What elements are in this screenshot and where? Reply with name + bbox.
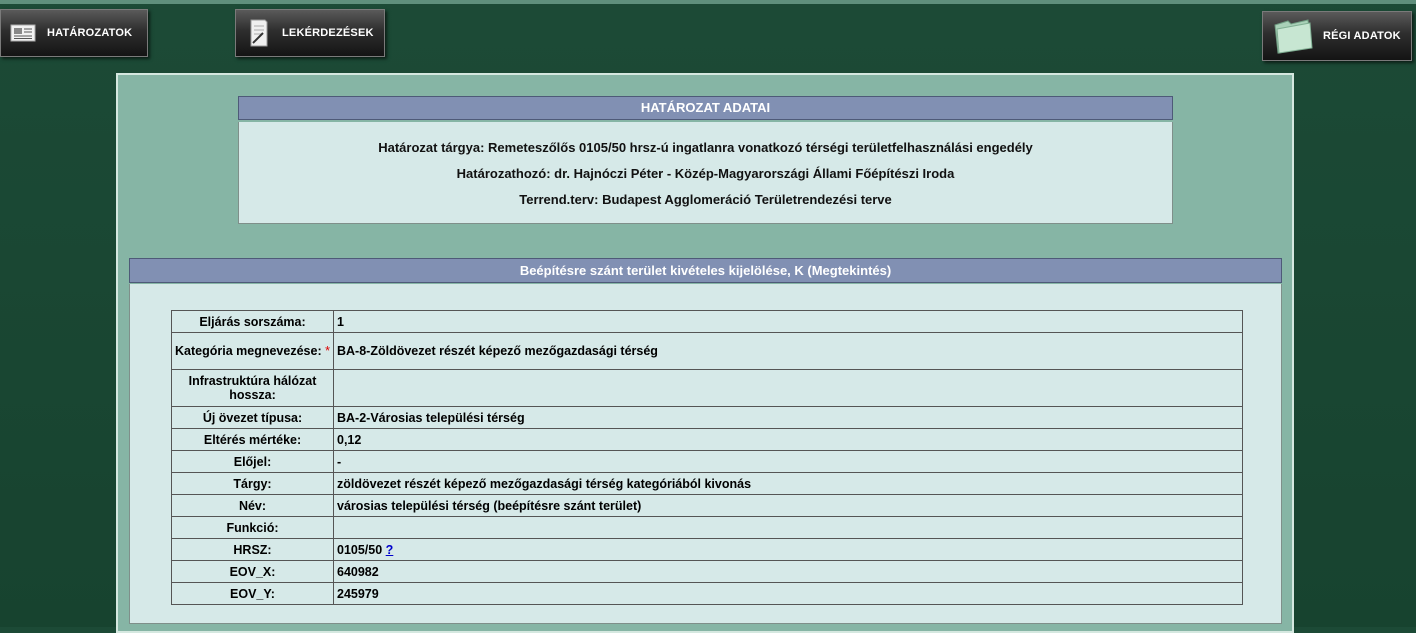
folder-icon <box>1271 16 1315 56</box>
row-label: Név: <box>172 495 334 517</box>
row-value: zöldövezet részét képező mezőgazdasági térség kategóriából kivonás <box>334 473 1243 495</box>
row-value: 0,12 <box>334 429 1243 451</box>
hatarozat-targya: Határozat tárgya: Remeteszőlős 0105/50 hrsz-ú ingatlanra vonatkozó térségi területfelhasználási engedély <box>378 140 1033 155</box>
required-marker: * <box>325 344 330 358</box>
hatarozat-adatai-body <box>238 122 1173 224</box>
hatarozat-adatai-title: HATÁROZAT ADATAI <box>238 96 1173 120</box>
row-label: EOV_X: <box>172 561 334 583</box>
row-label: Eltérés mértéke: <box>172 429 334 451</box>
table-row <box>172 583 1243 605</box>
newspaper-icon <box>9 19 39 47</box>
row-label: Új övezet típusa: <box>172 407 334 429</box>
row-value: városias települési térség (beépítésre szánt terület) <box>334 495 1243 517</box>
hatarozat-adatai-box <box>238 96 1173 224</box>
main-panel <box>116 73 1294 633</box>
row-label: Funkció: <box>172 517 334 539</box>
detail-table <box>171 310 1243 605</box>
row-value-cell <box>334 539 1243 561</box>
row-value: - <box>334 451 1243 473</box>
table-row <box>172 370 1243 407</box>
lekerdezesek-label: LEKÉRDEZÉSEK <box>282 27 374 39</box>
table-row <box>172 451 1243 473</box>
row-value: BA-8-Zöldövezet részét képező mezőgazdasági térség <box>334 333 1243 370</box>
hatarozathozo: Határozathozó: dr. Hajnóczi Péter - Közép-Magyarországi Állami Főépítészi Iroda <box>456 166 955 181</box>
hrsz-help-link[interactable]: ? <box>385 542 394 557</box>
row-value: 245979 <box>334 583 1243 605</box>
row-label: Infrastruktúra hálózat hossza: <box>172 370 334 407</box>
row-value <box>334 517 1243 539</box>
hatarozatok-button[interactable] <box>0 9 148 57</box>
terrend-terv: Terrend.terv: Budapest Agglomeráció Területrendezési terve <box>519 192 892 207</box>
row-label: Előjel: <box>172 451 334 473</box>
table-row <box>172 539 1243 561</box>
detail-box <box>129 258 1282 624</box>
row-label: Kategória megnevezése: <box>175 344 322 358</box>
detail-body <box>129 284 1282 624</box>
table-row <box>172 311 1243 333</box>
row-value: BA-2-Városias települési térség <box>334 407 1243 429</box>
top-border-line <box>0 0 1416 4</box>
detail-title: Beépítésre szánt terület kivételes kijelölése, K (Megtekintés) <box>129 258 1282 283</box>
table-row <box>172 473 1243 495</box>
row-value: 1 <box>334 311 1243 333</box>
table-row <box>172 517 1243 539</box>
document-pen-icon <box>244 19 274 47</box>
row-value: 640982 <box>334 561 1243 583</box>
row-value <box>334 370 1243 407</box>
table-row <box>172 495 1243 517</box>
table-row <box>172 407 1243 429</box>
hatarozatok-label: HATÁROZATOK <box>47 27 133 39</box>
regi-adatok-button[interactable] <box>1262 11 1412 61</box>
regi-adatok-label: RÉGI ADATOK <box>1323 30 1401 42</box>
row-label: HRSZ: <box>172 539 334 561</box>
lekerdezesek-button[interactable] <box>235 9 385 57</box>
hrsz-value: 0105/50 <box>337 542 383 557</box>
table-row <box>172 561 1243 583</box>
row-label: EOV_Y: <box>172 583 334 605</box>
row-label: Eljárás sorszáma: <box>172 311 334 333</box>
row-label-cell <box>172 333 334 370</box>
table-row <box>172 333 1243 370</box>
table-row <box>172 429 1243 451</box>
row-label: Tárgy: <box>172 473 334 495</box>
